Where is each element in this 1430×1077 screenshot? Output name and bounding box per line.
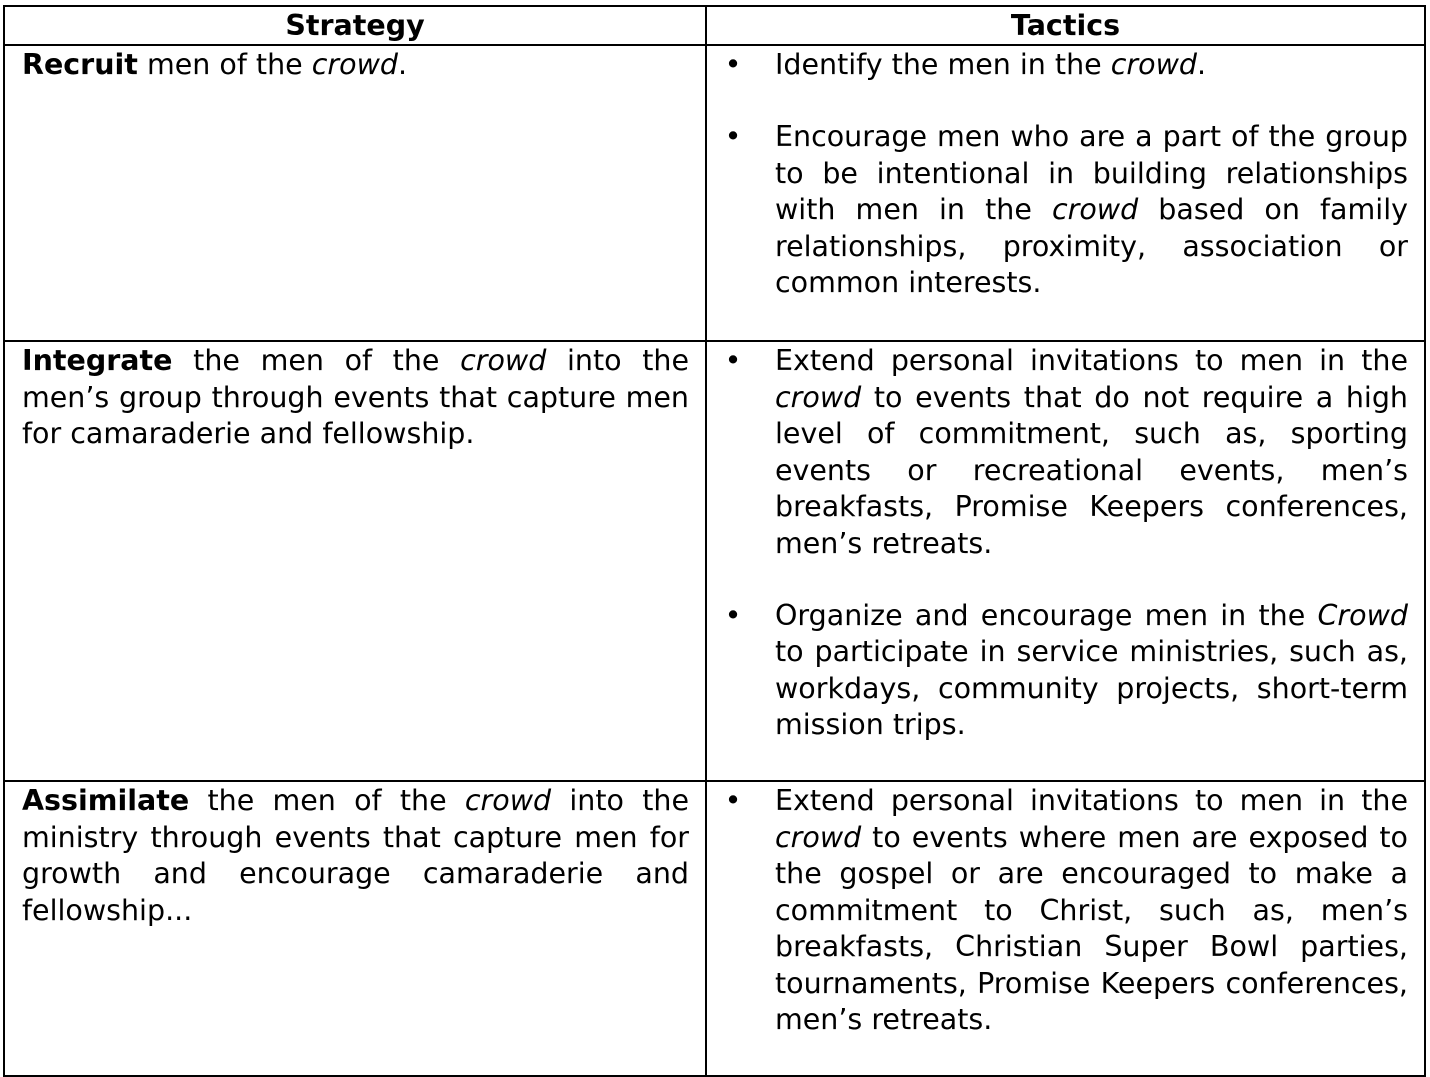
table-row <box>4 45 1425 341</box>
tactics-list <box>719 783 1408 1039</box>
table-row <box>4 781 1425 1076</box>
list-item: • Extend personal invitations to men in the crowd to events where men are exposed to the gospel or are encouraged to make a commitment to Christ, such as, men’s breakfasts, Christian Super Bowl parties, tournaments, Promise Keepers conferences, men’s retreats. <box>724 784 1408 1036</box>
bullet-icon: • <box>724 48 742 81</box>
tactics-cell <box>706 45 1425 341</box>
tactics-cell <box>706 341 1425 781</box>
header-row <box>4 6 1425 45</box>
list-item: • Identify the men in the crowd. <box>719 47 1408 84</box>
strategy-cell <box>4 781 706 1076</box>
strategy-cell <box>4 341 706 781</box>
tactics-header: Tactics <box>706 6 1425 45</box>
strategy-cell <box>4 45 706 341</box>
strategy-text: Assimilate the men of the crowd into the ministry through events that capture men for growth and encourage camaraderie and fellowship... <box>22 784 689 927</box>
list-item: • Extend personal invitations to men in the crowd to events that do not require a high level of commitment, such as, sporting events or recreational events, men’s breakfasts, Promise Keepers conferences, men’s retreats. <box>724 344 1408 560</box>
list-item: • Encourage men who are a part of the group to be intentional in building relationships with men in the crowd based on family relationships, proximity, association or common interests. <box>724 120 1408 299</box>
bullet-icon: • <box>724 784 742 817</box>
table-row <box>4 341 1425 781</box>
strategy-header: Strategy <box>4 6 706 45</box>
strategy-tactics-table <box>3 5 1426 1077</box>
strategy-keyword: Assimilate <box>22 784 190 817</box>
list-item: • Organize and encourage men in the Crowd to participate in service ministries, such as, workdays, community projects, short-term mission trips. <box>724 598 1408 741</box>
bullet-icon: • <box>724 120 742 153</box>
strategy-text: Integrate the men of the crowd into the men’s group through events that capture men for camaraderie and fellowship. <box>22 344 690 450</box>
strategy-keyword: Recruit <box>22 48 138 81</box>
bullet-icon: • <box>724 344 742 377</box>
tactics-list <box>719 343 1408 744</box>
bullet-icon: • <box>724 598 742 632</box>
tactics-list <box>719 47 1408 302</box>
tactics-cell <box>706 781 1425 1076</box>
strategy-keyword: Integrate <box>22 344 173 377</box>
strategy-text: Recruit men of the crowd. <box>22 48 408 81</box>
